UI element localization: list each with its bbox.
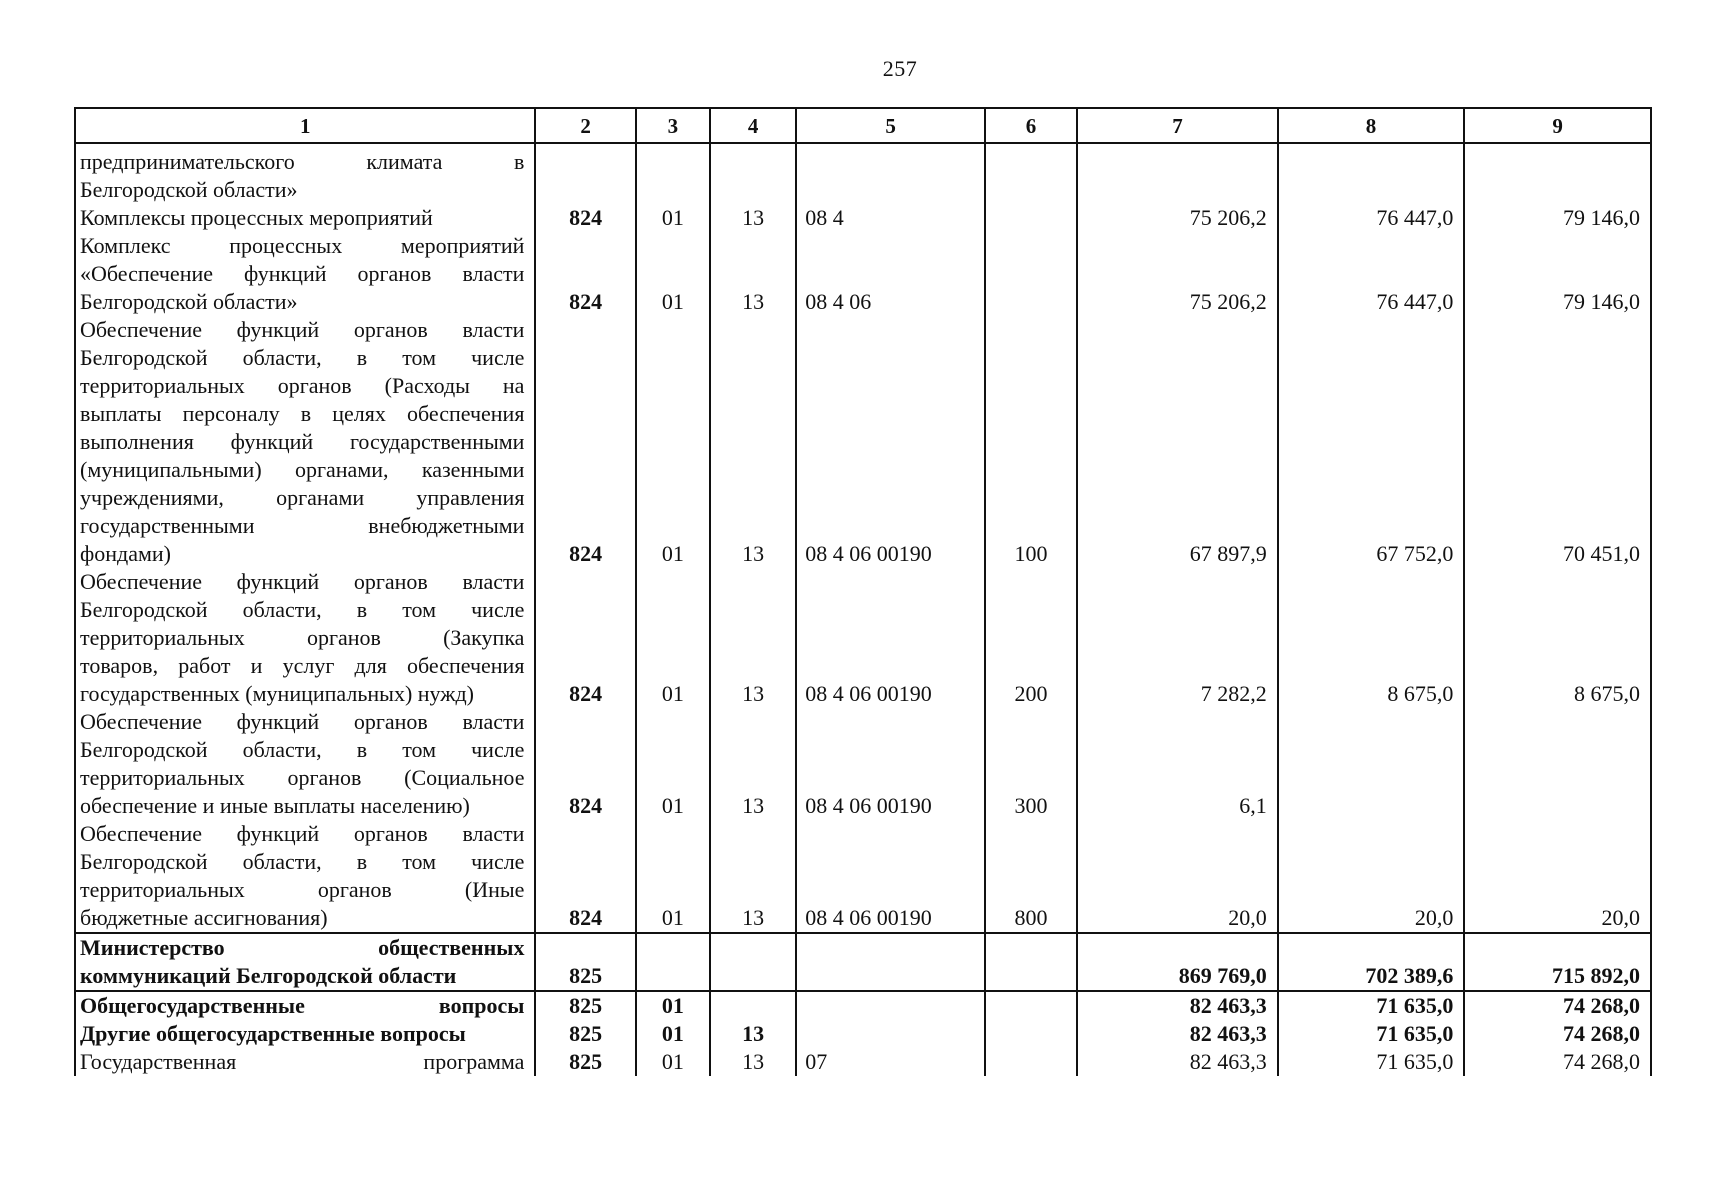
row-name-line: Обеспечение функций органов власти — [80, 709, 525, 734]
row-name-line: Обеспечение функций органов власти — [80, 569, 525, 594]
row-name — [75, 568, 535, 708]
row-name-line: «Обеспечение функций органов власти — [80, 261, 525, 286]
row-name — [75, 1020, 535, 1048]
cell-c6 — [985, 232, 1077, 316]
cell-c8: 67 752,0 — [1278, 316, 1465, 568]
row-name-line: Комплексы процессных мероприятий — [80, 205, 433, 230]
row-name-line: предпринимательского климата в — [80, 149, 525, 174]
cell-c4: 13 — [710, 1020, 796, 1048]
cell-c4: 13 — [710, 820, 796, 933]
row-name-line: территориальных органов (Социальное — [80, 765, 525, 790]
cell-c4: 13 — [710, 204, 796, 232]
cell-c5: 08 4 06 00190 — [796, 708, 985, 820]
table-row — [75, 820, 1651, 933]
cell-c7: 75 206,2 — [1077, 204, 1278, 232]
cell-c6: 800 — [985, 820, 1077, 933]
row-name-line: фондами) — [80, 541, 172, 566]
row-name-line: Белгородской области, в том числе — [80, 597, 525, 622]
cell-c5: 08 4 06 00190 — [796, 316, 985, 568]
cell-c4: 13 — [710, 568, 796, 708]
table-row — [75, 991, 1651, 1020]
row-name-line: товаров, работ и услуг для обеспечения — [80, 653, 525, 678]
cell-c7: 75 206,2 — [1077, 232, 1278, 316]
cell-c2: 824 — [535, 316, 635, 568]
cell-c3: 01 — [636, 991, 710, 1020]
cell-c3: 01 — [636, 1048, 710, 1076]
cell-c9 — [1464, 143, 1651, 204]
column-header-2: 2 — [535, 108, 635, 143]
cell-c2: 824 — [535, 568, 635, 708]
row-name-line: Комплекс процессных мероприятий — [80, 233, 525, 258]
cell-c9 — [1464, 708, 1651, 820]
row-name-line: территориальных органов (Расходы на — [80, 373, 525, 398]
cell-c4 — [710, 143, 796, 204]
cell-c3: 01 — [636, 204, 710, 232]
cell-c6 — [985, 1048, 1077, 1076]
table-row — [75, 143, 1651, 204]
cell-c6 — [985, 1020, 1077, 1048]
cell-c3: 01 — [636, 1020, 710, 1048]
cell-c8: 76 447,0 — [1278, 204, 1465, 232]
table-row — [75, 1048, 1651, 1076]
cell-c6 — [985, 933, 1077, 991]
table-row — [75, 232, 1651, 316]
row-name-line: обеспечение и иные выплаты населению) — [80, 793, 470, 818]
table-body — [75, 143, 1651, 1076]
cell-c7: 67 897,9 — [1077, 316, 1278, 568]
cell-c4: 13 — [710, 316, 796, 568]
row-name — [75, 316, 535, 568]
row-name — [75, 933, 535, 991]
table-row — [75, 708, 1651, 820]
cell-c5: 07 — [796, 1048, 985, 1076]
row-name-line: Обеспечение функций органов власти — [80, 821, 525, 846]
cell-c5: 08 4 — [796, 204, 985, 232]
row-name-line: Государственная программа — [80, 1049, 525, 1074]
row-name-line: Белгородской области» — [80, 289, 298, 314]
cell-c9: 74 268,0 — [1464, 1020, 1651, 1048]
row-name — [75, 708, 535, 820]
cell-c4 — [710, 991, 796, 1020]
row-name-line: Обеспечение функций органов власти — [80, 317, 525, 342]
row-name — [75, 204, 535, 232]
cell-c2: 824 — [535, 708, 635, 820]
row-name-line: бюджетные ассигнования) — [80, 905, 328, 930]
row-name — [75, 143, 535, 204]
cell-c7: 7 282,2 — [1077, 568, 1278, 708]
cell-c9: 20,0 — [1464, 820, 1651, 933]
row-name — [75, 820, 535, 933]
cell-c7: 20,0 — [1077, 820, 1278, 933]
cell-c7 — [1077, 143, 1278, 204]
row-name-line: Другие общегосударственные вопросы — [80, 1021, 466, 1046]
cell-c8: 71 635,0 — [1278, 991, 1465, 1020]
cell-c4 — [710, 933, 796, 991]
cell-c3 — [636, 933, 710, 991]
cell-c9: 8 675,0 — [1464, 568, 1651, 708]
cell-c2 — [535, 143, 635, 204]
cell-c2: 824 — [535, 204, 635, 232]
row-name-line: Белгородской области, в том числе — [80, 345, 525, 370]
cell-c8: 702 389,6 — [1278, 933, 1465, 991]
cell-c7: 82 463,3 — [1077, 1020, 1278, 1048]
row-name-line: (муниципальными) органами, казенными — [80, 457, 525, 482]
row-name-line: Белгородской области, в том числе — [80, 737, 525, 762]
cell-c5 — [796, 1020, 985, 1048]
cell-c6: 100 — [985, 316, 1077, 568]
budget-table — [74, 107, 1652, 1076]
cell-c9: 74 268,0 — [1464, 1048, 1651, 1076]
cell-c3: 01 — [636, 316, 710, 568]
cell-c4: 13 — [710, 708, 796, 820]
cell-c5 — [796, 991, 985, 1020]
table-row — [75, 316, 1651, 568]
column-header-4: 4 — [710, 108, 796, 143]
cell-c5 — [796, 933, 985, 991]
cell-c6: 300 — [985, 708, 1077, 820]
cell-c2: 825 — [535, 1048, 635, 1076]
table-row — [75, 1020, 1651, 1048]
cell-c2: 824 — [535, 232, 635, 316]
header-row — [75, 108, 1651, 143]
cell-c6 — [985, 991, 1077, 1020]
cell-c6 — [985, 204, 1077, 232]
column-header-8: 8 — [1278, 108, 1465, 143]
cell-c3: 01 — [636, 232, 710, 316]
cell-c8 — [1278, 708, 1465, 820]
table-row — [75, 933, 1651, 991]
cell-c7: 82 463,3 — [1077, 991, 1278, 1020]
table-row — [75, 204, 1651, 232]
cell-c8: 71 635,0 — [1278, 1048, 1465, 1076]
cell-c2: 825 — [535, 991, 635, 1020]
row-name-line: Белгородской области, в том числе — [80, 849, 525, 874]
cell-c4: 13 — [710, 232, 796, 316]
cell-c9: 70 451,0 — [1464, 316, 1651, 568]
row-name-line: Министерство общественных — [80, 935, 525, 960]
cell-c7: 869 769,0 — [1077, 933, 1278, 991]
column-header-9: 9 — [1464, 108, 1651, 143]
cell-c5 — [796, 143, 985, 204]
cell-c2: 825 — [535, 933, 635, 991]
cell-c6: 200 — [985, 568, 1077, 708]
cell-c9: 715 892,0 — [1464, 933, 1651, 991]
column-header-7: 7 — [1077, 108, 1278, 143]
row-name-line: государственных (муниципальных) нужд) — [80, 681, 474, 706]
cell-c9: 74 268,0 — [1464, 991, 1651, 1020]
row-name — [75, 1048, 535, 1076]
cell-c3: 01 — [636, 708, 710, 820]
cell-c3: 01 — [636, 568, 710, 708]
row-name-line: выплаты персоналу в целях обеспечения — [80, 401, 525, 426]
cell-c9: 79 146,0 — [1464, 232, 1651, 316]
row-name-line: Белгородской области» — [80, 177, 298, 202]
cell-c8: 8 675,0 — [1278, 568, 1465, 708]
cell-c2: 825 — [535, 1020, 635, 1048]
column-header-5: 5 — [796, 108, 985, 143]
row-name-line: учреждениями, органами управления — [80, 485, 525, 510]
cell-c8: 76 447,0 — [1278, 232, 1465, 316]
cell-c6 — [985, 143, 1077, 204]
cell-c5: 08 4 06 00190 — [796, 568, 985, 708]
row-name-line: коммуникаций Белгородской области — [80, 963, 457, 988]
cell-c8: 20,0 — [1278, 820, 1465, 933]
cell-c3: 01 — [636, 820, 710, 933]
row-name-line: Общегосударственные вопросы — [80, 993, 525, 1018]
column-header-6: 6 — [985, 108, 1077, 143]
row-name-line: выполнения функций государственными — [80, 429, 525, 454]
row-name-line: территориальных органов (Иные — [80, 877, 525, 902]
table-row — [75, 568, 1651, 708]
cell-c5: 08 4 06 — [796, 232, 985, 316]
cell-c5: 08 4 06 00190 — [796, 820, 985, 933]
cell-c8: 71 635,0 — [1278, 1020, 1465, 1048]
cell-c2: 824 — [535, 820, 635, 933]
row-name-line: территориальных органов (Закупка — [80, 625, 525, 650]
cell-c7: 6,1 — [1077, 708, 1278, 820]
cell-c8 — [1278, 143, 1465, 204]
cell-c7: 82 463,3 — [1077, 1048, 1278, 1076]
column-header-1: 1 — [75, 108, 535, 143]
cell-c4: 13 — [710, 1048, 796, 1076]
row-name — [75, 232, 535, 316]
row-name-line: государственными внебюджетными — [80, 513, 525, 538]
page-number: 257 — [882, 56, 918, 81]
cell-c3 — [636, 143, 710, 204]
row-name — [75, 991, 535, 1020]
column-header-3: 3 — [636, 108, 710, 143]
cell-c9: 79 146,0 — [1464, 204, 1651, 232]
